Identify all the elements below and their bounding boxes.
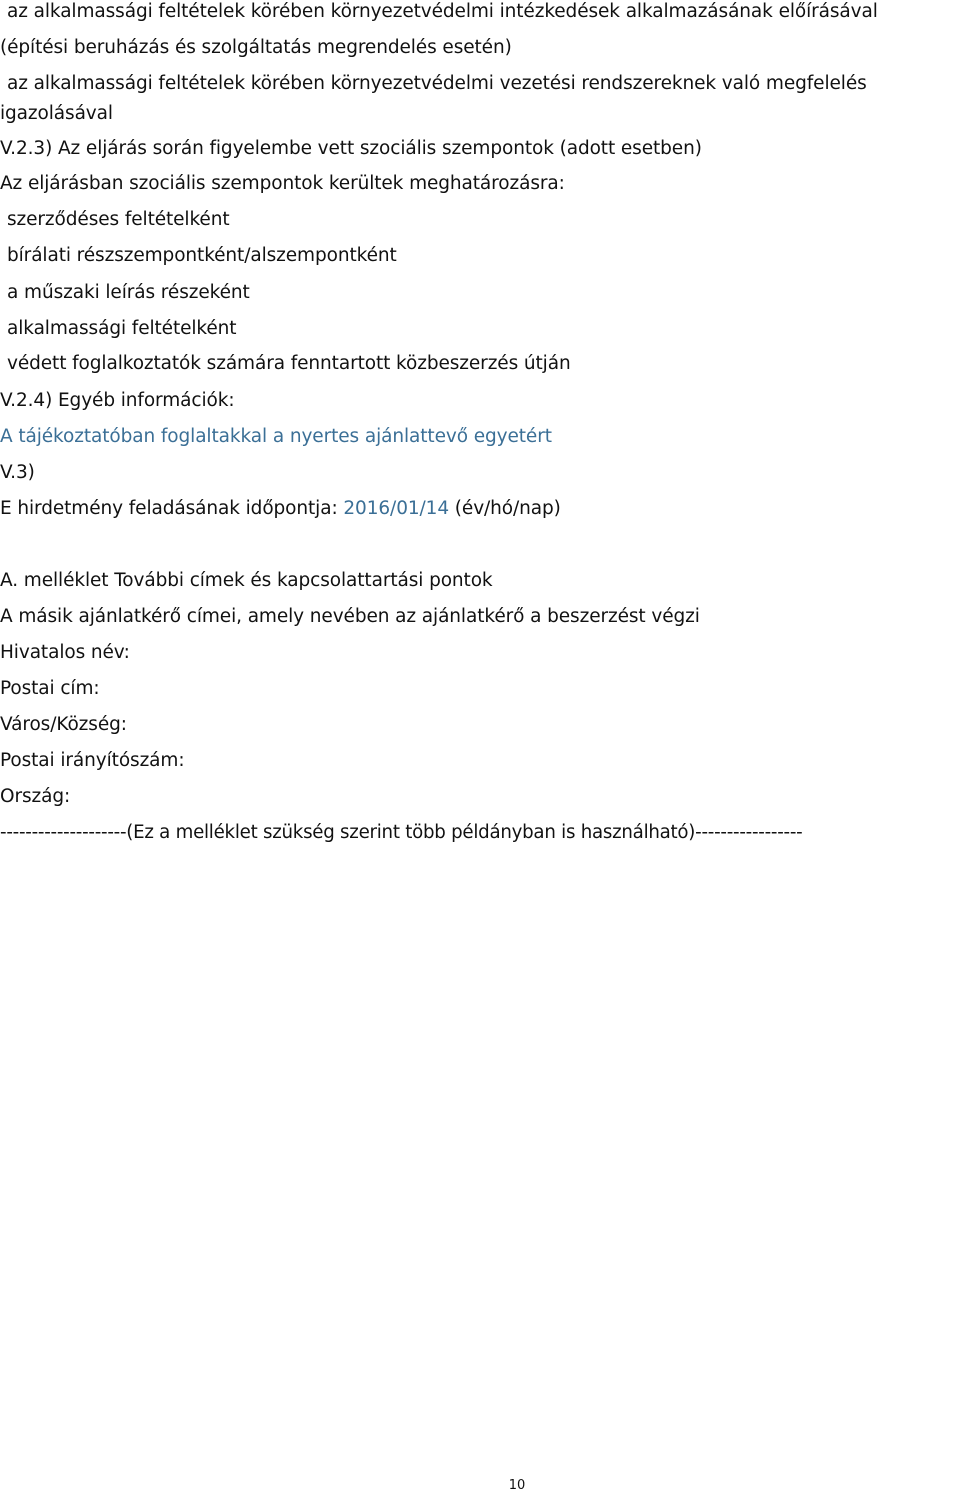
town-label: Város/Község: — [0, 714, 127, 735]
social-option-contract: szerződéses feltételként — [7, 209, 230, 230]
other-contracting-authority: A másik ajánlatkérő címei, amely nevében az ajánlatkérő a beszerzést végzi — [0, 606, 700, 627]
social-criteria-intro: Az eljárásban szociális szempontok kerültek meghatározásra: — [0, 173, 565, 194]
country-label: Ország: — [0, 786, 71, 807]
postal-code-label: Postai irányítószám: — [0, 750, 185, 771]
dispatch-date-row — [0, 497, 561, 521]
section-v24-heading: V.2.4) Egyéb információk: — [0, 390, 235, 411]
social-option-suitability: alkalmassági feltételként — [7, 318, 237, 339]
page-number: 10 — [508, 1478, 526, 1493]
social-option-protected: védett foglalkoztatók számára fenntartott közbeszerzés útján — [7, 353, 571, 374]
social-option-technical: a műszaki leírás részeként — [7, 282, 250, 303]
other-info-value: A tájékoztatóban foglaltakkal a nyertes ajánlattevő egyetért — [0, 426, 552, 447]
official-name-label: Hivatalos név: — [0, 642, 130, 663]
dispatch-date-value: 2016/01/14 — [343, 498, 450, 519]
postal-address-label: Postai cím: — [0, 678, 100, 699]
annex-a-heading: A. melléklet További címek és kapcsolattartási pontok — [0, 570, 493, 591]
social-option-award: bírálati részszempontként/alszempontként — [7, 245, 397, 266]
section-v3-heading: V.3) — [0, 462, 35, 483]
section-v23-heading: V.2.3) Az eljárás során figyelembe vett szociális szempontok (adott esetben) — [0, 138, 702, 159]
env-management-option-cont: igazolásával — [0, 103, 113, 124]
dispatch-date-label: E hirdetmény feladásának időpontja: — [0, 498, 344, 519]
env-measures-note: (építési beruházás és szolgáltatás megrendelés esetén) — [0, 37, 512, 58]
env-measures-option: az alkalmassági feltételek körében környezetvédelmi intézkedések alkalmazásának előírásával — [7, 1, 878, 22]
annex-repeat-note: --------------------(Ez a melléklet szükség szerint több példányban is használható)----------------- — [0, 822, 803, 843]
dispatch-date-format: (év/hó/nap) — [449, 498, 561, 519]
env-management-option: az alkalmassági feltételek körében környezetvédelmi vezetési rendszereknek való megfelelés — [7, 73, 867, 94]
